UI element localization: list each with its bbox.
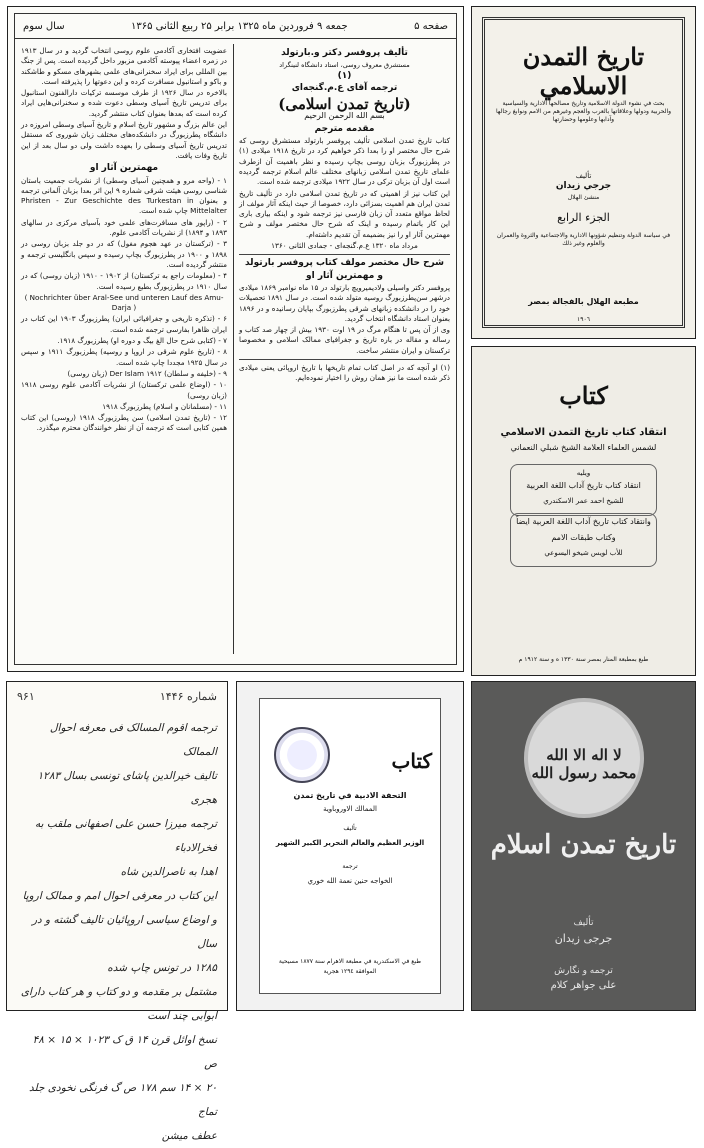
works-item: ۱۱ - (مسلمانان و اسلام) پطرزبورگ ۱۹۱۸ [102,401,227,411]
book-page [259,698,441,994]
translator-name: علی جواهر کلام [550,980,617,991]
kitab-heading: كتاب [559,381,608,410]
newspaper-panel [7,6,464,672]
critique-author: لشمس العلماء العلامة الشيخ شبلي النعماني [510,443,657,452]
author-role: منشئ الهلال [567,194,600,201]
manuscript-line: تالیف خیرالدین پاشای تونسی بسال ۱۲۸۳ هجری [37,770,217,806]
print-info: طبع في الاسكندرية في مطبعة الاهرام سنة ١٨٧٧ مسيحية [278,958,422,965]
newspaper-page-number: صفحه ۵ [414,20,448,32]
column-divider [233,44,234,654]
works-heading: مهمترین آثار او [89,163,159,174]
author-label: تأليف [573,918,594,928]
section-divider [239,254,450,255]
translator-label: ترجمة [342,863,358,870]
works-item: ( Nochrichter über Aral-See und unteren Lauf des Amu-Darja ) [24,292,224,313]
newspaper-left-column [21,46,227,656]
article-translator: ترجمه آقای ع.م.گنجه‌ای [291,82,398,93]
newspaper-header [15,14,456,39]
newspaper-year: سال سوم [23,20,65,32]
manuscript-text [17,716,217,1148]
works-item: ۱۰ - (اوضاع علمی ترکستان) از نشریات آکادمی علوم روسی ۱۹۱۸ (زبان روسی) [21,380,227,400]
manuscript-line: مشتمل بر مقدمه و دو کتاب و هر کتاب دارای [20,986,217,998]
author-name: جرجي زيدان [555,181,612,191]
works-item: ۹ - (خلیفه و سلطان) Der Islam ۱۹۱۲ (زبان روسی) [67,368,227,378]
emblem-text: لا اله الا الله محمد رسول الله [531,746,637,782]
second-critique-author: للشيخ احمد عمر الاسكندري [543,497,624,505]
publication-year: ١٩٠٦ [577,316,590,323]
works-item: ۱ - (واحه مرو و همچنین آسیای وسطی) از نشریات جمعیت باستان شناسی روسی هیئت شرقی شماره ۹ این اثر بعدا بزبان آلمانی ترجمه و بعنوان Phristen - Zur Geschichte des Turkestan in Mittelalter چاپ شده است. [21,175,228,216]
author-label: تأليف [575,172,592,180]
book-title: التحفة الادبية في تاريخ تمدن [293,791,407,800]
manuscript-line: عطف میشن [161,1130,217,1142]
manuscript-line: ترجمه میرزا حسن علی اصفهانی ملقب به فخرالادباء [35,818,217,854]
article-title: (تاریخ تمدن اسلامی) [278,95,411,114]
book-cover-panel [471,681,696,1011]
article-byline: مستشرق معروف روسی، استاد دانشگاه لنینگراد [279,61,410,70]
bismillah: بسم الله الرحمن الرحیم [304,111,385,121]
works-item: ۲ - (راپور های مسافرت‌های علمی خود بآسیای مرکزی در سالهای ۱۸۹۳ و ۱۸۹۴) از نشریات آکادمی علوم. [21,217,227,238]
title-page-panel-2 [471,346,696,676]
manuscript-line: و اوضاع سیاسی اروپائیان تالیف گشته و در سال [31,914,217,950]
manuscript-line: ابوابی چند است [147,1010,217,1022]
works-item: ۳ - (ترکستان در عهد هجوم مغول) که در دو جلد بزبان روسی در ۱۸۹۸ و ۱۹۰۰ در پطرزبورگ بچاپ رسیده و سپس بانگلیسی ترجمه و منتشر گردیده است. [21,239,227,269]
intro-heading: مقدمه مترجم [314,123,375,134]
newspaper-date: جمعه ۹ فروردین ماه ۱۳۲۵ برابر ۲۵ ربیع الثانی ۱۳۶۵ [131,20,348,32]
manuscript-line: نسخ اوائل قرن ۱۴ ق ک ۱۰۲۳ × ۱۵ × ۴۸ ص [32,1034,217,1070]
footnote-divider [239,359,450,360]
tabaqat-title: وكتاب طبقات الامم [551,533,616,542]
manuscript-line: ۱۲۸۵ در تونس چاپ شده [107,962,217,974]
manuscript-catalog-number: شماره ۱۴۴۶ [159,690,217,703]
followed-by-label: ويليه [576,469,591,477]
manuscript-line: ۲۰ × ۱۴ سم ۱۷۸ ص گ فرنگی نخودی جلد تماج [28,1082,217,1118]
manuscript-line: این کتاب در معرفی احوال امم و ممالک اروپا [22,890,217,902]
author-label: تأليف [343,825,357,832]
translator-name: الخواجه حنين نعمة الله خوري [307,877,393,885]
book-title-panel [236,681,464,1011]
article-paragraph: بالاخره در سال ۱۹۲۶ از طرف موسسه ترکیات دارالفنون استانبول برای تدریس تاریخ آسیای وسطی دعوت شده و سخنرانی‌هایی ایراد کرده است که بعدها بعنوان کتاب منتشر گردید. [21,88,227,118]
third-critique-author: للأب لويس شيخو اليسوعي [544,549,623,557]
title-page-description: بحث في نشوء الدولة الاسلامية وتاريخ مصالحها الادارية والسياسية والحربية ودولها وعلاقاتها بالعرب والعجم وغيرهم من الامم ونوابغ رجالها وآدابها وعلومها وحضارتها [495,100,672,123]
works-item: ۱۲ - (تاریخ تمدن اسلامی) سن پطرزبورگ ۱۹۱۸ (روسی) این کتاب همین کتابی است که ترجمه آن از نظر خوانندگان محترم میگذرد. [21,413,228,433]
calligraphy-emblem-icon [524,698,644,818]
book-subtitle: الممالك الاوروباوية [323,805,377,813]
title-page-title: تاريخ التمدن الاسلامي [522,42,645,100]
critique-title: انتقاد كتاب تاريخ التمدن الاسلامي [500,427,667,438]
article-number: (۱) [337,70,352,81]
manuscript-panel [6,681,228,1142]
works-item: ۸ - (تاریخ علوم شرقی در اروپا و روسیه) پطرزبورگ ۱۹۱۱ و سپس در سال ۱۹۲۵ مجددا چاپ شده است. [21,347,227,367]
translator-label: ترجمه و نگارش [554,966,613,976]
bio-works-heading: و مهمترین آثار او [306,270,383,281]
article-paragraph: کتاب تاریخ تمدن اسلامی تألیف پروفسر بارتولد مستشرق روسی که شرح حال مختصر او را بعدا ذکر خواهیم کرد در تاریخ ۱۹۱۸ میلادی (۱) در پطرزبورگ بزبان روسی بچاپ رسیده و نظر باهمیت آن ازطرف علمای تاریخ تمدن اسلامی زبانهای مختلف عالم اسلام ترجمه گردیده است اول آن بزبان ترکی در سال ۱۹۲۲ میلادی ترجمه شده است. [239,136,450,187]
kitab-heading: كتاب [391,749,432,773]
article-author-line: تألیف پروفسر دکتر و.بارتولد [281,48,408,58]
article-paragraph: عضویت افتخاری آکادمی علوم روسی انتخاب گردید و در سال ۱۹۱۳ در زمره اعضاء پیوسته آکادمی مزبور داخل گردیده است. پس از جنگ بین المللی برای ایراد سخنرانی‌های علمی بشهرهای مسکو و طاشکند و باکو و استانبول مسافرت کرده و این دعوتها را پذیرفته است. [21,46,227,86]
footnote: (۱) او آنچه که در اصل کتاب تمام تاریخها با تاریخ اروپائی یعنی میلادی ذکر شده است ما نیز همان روش را اختیار نموده‌ایم. [239,363,450,383]
title-page-border [482,17,685,328]
volume-label: الجزء الرابع [557,211,610,224]
manuscript-page-number: ۹۶۱ [17,690,35,703]
bio-paragraph: پروفسر دکتر واسیلی ولادیمیرویچ بارتولد در ۱۵ ماه نوامبر ۱۸۶۹ میلادی درشهر سن‌پطرزبورگ روسیه متولد شده است. در سال ۱۸۹۱ تحصیلات خود را در دانشکده زبانهای شرقی پطرزبورگ بپایان رسانیده و در ۱۸۹۶ بعنوان استاد دانشگاه انتخاب گردید. [239,282,450,323]
article-paragraph: این کتاب نیز از اهمیتی که در تاریخ تمدن اسلامی دارد در تألیف تاریخ تمدن ایران هم اهمیت بسزائی دارد، خصوصا از حیث اینکه آثار مولف از لحاظ مواقع متعدد آن زبان فارسی نیز ترجمه شود و اینکه بیاری باری این کار باتمام رسیده و اینک که شرح حال مختصر مولف و شرح مهمترین آثار او را نیز بضمیمه آن تقدیم داشته‌ام. [239,188,450,239]
print-info-hijri: الموافقة ١٢٩٤ هجرية [323,968,377,975]
article-dateline: مرداد ماه ۱۳۲۰ ع.م.گنجه‌ای - جمادی الثانی ۱۳۶۰ [271,241,418,251]
newspaper-right-column [239,46,450,656]
manuscript-header [17,690,217,703]
manuscript-line: اهدا به ناصرالدین شاه [120,866,217,878]
manuscript-line: ترجمه اقوم المسالک فی معرفه احوال الممالک [49,722,217,758]
second-critique-title: انتقاد كتاب تاريخ آداب اللغة العربية [526,481,641,490]
bio-paragraph: وی از آن پس تا هنگام مرگ در ۱۹ اوت ۱۹۳۰ بیش از چهار صد کتاب و رساله و مقاله در باره تاریخ و جغرافیای ممالک اسلامی و مخصوصا ترکستان و ایران منتشر ساخت. [239,325,450,355]
print-date: طبع بمطبعة المنار بمصر سنة ١٣٣٠ ه و سنة ١٩١٢ م [518,656,649,663]
author-name: جرجی زیدان [554,932,613,945]
bio-heading: شرح حال مختصر مولف کتاب پروفسر بارتولد [244,258,444,269]
works-item: ۴ - (معلومات راجع به ترکستان) از ۱۹۰۲ - ۱۹۱۰ (زبان روسی) که در سال ۱۹۱۰ در پطرزبورگ بطبع رسیده است. [21,271,227,291]
title-page-panel-1 [471,6,696,339]
works-item: ۷ - (کتابی شرح حال الغ بیگ و دوره او) پطرزبورگ ۱۹۱۸. [57,336,227,346]
third-critique-title: وانتقاد كتاب تاريخ آداب اللغة العربية ايضاً [516,517,651,526]
cover-title: تاريخ تمدن اسلام [490,830,677,860]
article-paragraph: این عالم بزرگ و مشهور تاریخ اسلام و تاریخ آسیای وسطی امروزه در دانشگاه پطرزبورگ در دانشکده‌های مختلف زبان شوروی که مستقل تدریس تاریخ آسیای وسطی را بعهده داشت ولی دو سال بعد از این تاریخ وفات یافت. [21,120,227,160]
author-name: الوزير العظيم والعالم النحرير الكبير الشهير [275,839,425,847]
works-item: ۶ - (تذکره تاریخی و جغرافیائی ایران) پطرزبورگ ۱۹۰۳ این کتاب در ایران ظاهرا بفارسی ترجمه شده است. [21,314,227,334]
newspaper-frame [14,13,457,665]
volume-description: في سياسة الدولة وتنظيم شؤونها الادارية والاجتماعية والثروة والعمران والعلوم وغير ذلك [496,232,671,247]
printer-name: مطبعة الهلال بالفجالة بمصر [528,297,639,306]
